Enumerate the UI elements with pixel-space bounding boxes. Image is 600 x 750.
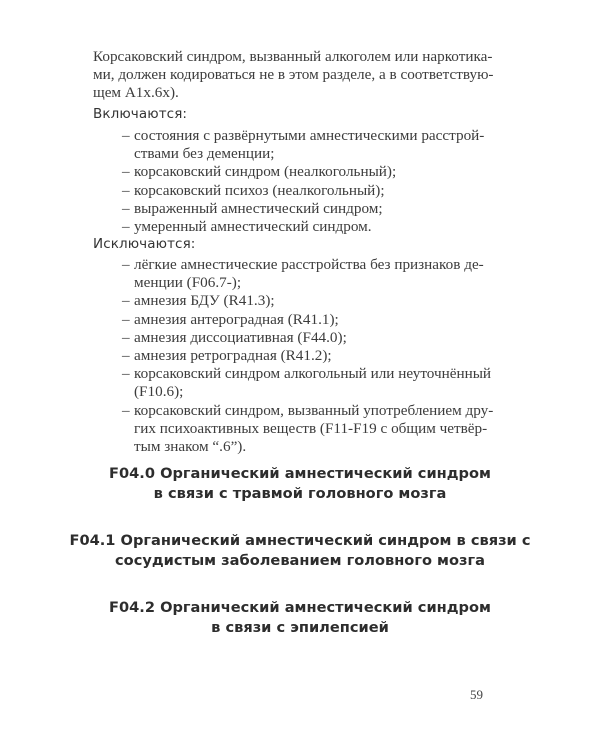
list-item-line: амнезия ретроградная (R41.2); [134,347,332,365]
list-item-line: (F10.6); [134,383,184,401]
list-item-line: корсаковский психоз (неалкогольный); [134,181,385,199]
heading-line: F04.0 Органический амнестический синдром [109,465,491,482]
list-item [122,292,517,310]
heading-line: сосудистым заболеванием головного мозга [115,552,485,569]
dash-marker: – [122,256,130,273]
list-item-line: выраженный амнестический синдром; [134,199,383,217]
heading-line: в связи с эпилепсией [211,619,389,636]
heading-line: F04.2 Органический амнестический синдром [109,599,491,616]
intro-paragraph [93,48,515,103]
list-item-line: амнезия БДУ (R41.3); [134,292,275,310]
list-item-line: умеренный амнестический синдром. [134,218,372,236]
list-item [122,218,517,236]
dash-marker: – [122,292,130,310]
list-item-line: тым знаком “.6”). [134,438,247,456]
list-item-line: корсаковский синдром, вызванный употреблением дру- [134,401,494,419]
excluded-label: Исключаются: [93,236,196,252]
dash-marker: – [122,401,130,419]
section-heading-f04-0 [60,464,540,504]
list-item [122,329,517,347]
intro-line: ми, должен кодироваться не в этом разделе, а в соответствую- [93,66,494,84]
dash-marker: – [122,127,130,144]
list-item-line: корсаковский синдром (неалкогольный); [134,163,397,181]
list-item-line: гих психоактивных веществ (F11-F19 с общим четвёр- [134,419,488,437]
list-item-line: лёгкие амнестические расстройства без признаков де- [134,256,484,273]
list-item [122,365,517,401]
list-item-line: менции (F06.7-); [134,274,242,292]
list-item [122,256,517,292]
list-item-line: амнезия антероградная (R41.1); [134,310,339,328]
list-item-line: ствами без деменции; [134,145,275,163]
heading-line: F04.1 Органический амнестический синдром в связи с [69,532,531,549]
dash-marker: – [122,199,130,217]
dash-marker: – [122,310,130,328]
dash-marker: – [122,218,130,236]
list-item [122,402,517,457]
intro-line: Корсаковский синдром, вызванный алкоголем или наркотика- [93,48,493,65]
dash-marker: – [122,365,130,383]
section-heading-f04-2 [60,598,540,638]
section-heading-f04-1 [60,531,540,571]
list-item [122,127,517,163]
dash-marker: – [122,163,130,181]
list-item [122,200,517,218]
list-item-line: состояния с развёрнутыми амнестическими расстрой- [134,127,485,144]
excluded-list [122,256,517,456]
list-item-line: амнезия диссоциативная (F44.0); [134,328,347,346]
dash-marker: – [122,347,130,365]
dash-marker: – [122,181,130,199]
page-number: 59 [470,687,483,702]
dash-marker: – [122,328,130,346]
list-item [122,311,517,329]
list-item-line: корсаковский синдром алкогольный или неуточнённый [134,365,492,383]
list-item [122,347,517,365]
list-item [122,182,517,200]
intro-line: щем A1x.6x). [93,84,179,102]
heading-line: в связи с травмой головного мозга [153,485,447,502]
included-label: Включаются: [93,106,188,122]
list-item [122,163,517,181]
included-list [122,127,517,236]
